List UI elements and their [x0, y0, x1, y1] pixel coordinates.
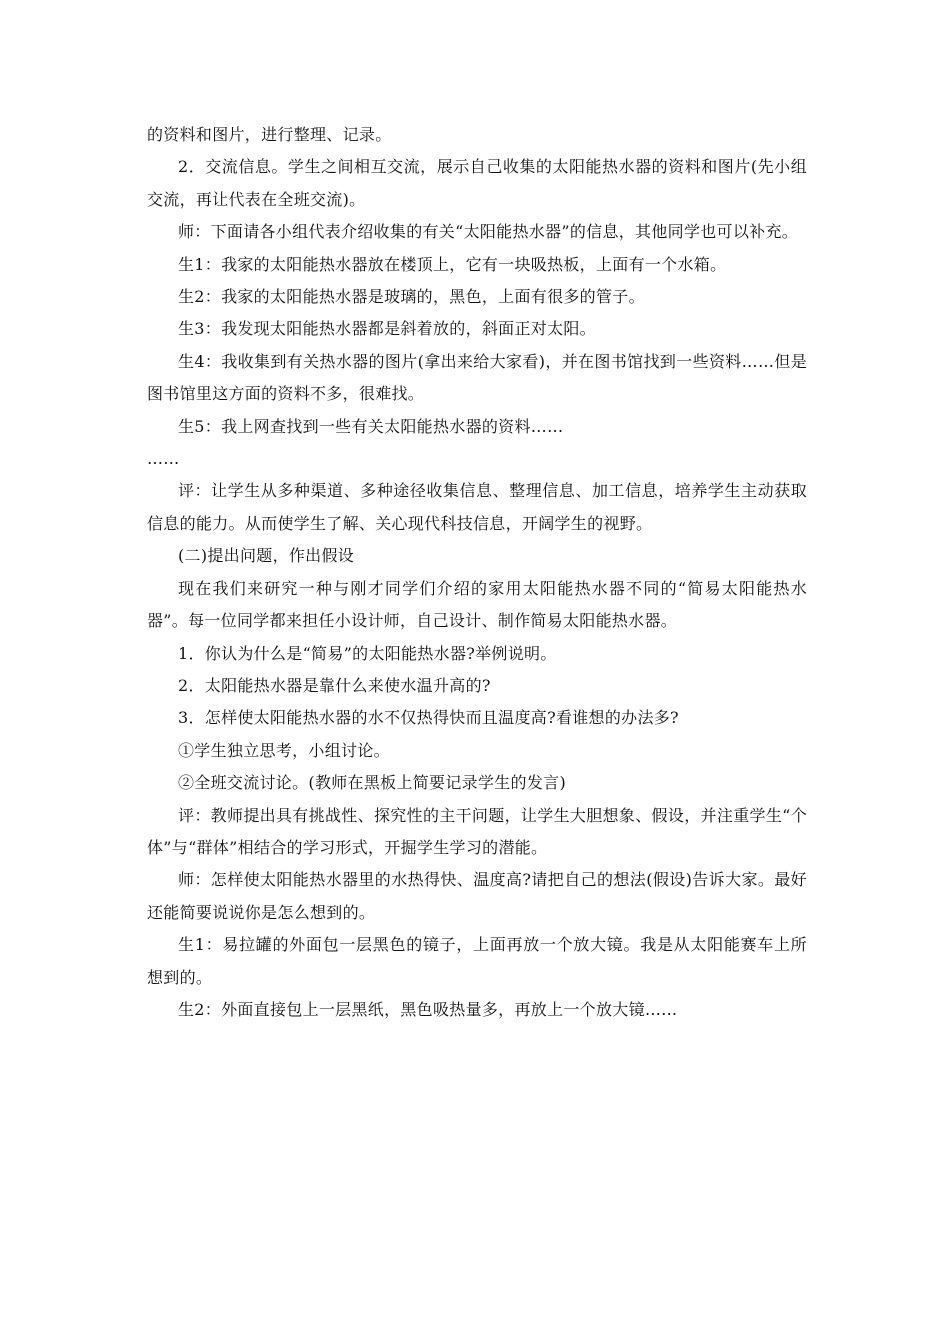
- paragraph: 的资料和图片，进行整理、记录。: [147, 125, 392, 144]
- commentary-paragraph: 评：教师提出具有挑战性、探究性的主干问题，让学生大胆想象、假设，并注重学生“个体”与“群体”相结合的学习形式，开掘学生学习的潜能。: [147, 805, 807, 857]
- document-body: [147, 119, 807, 1026]
- step-item: ①学生独立思考，小组讨论。: [178, 740, 390, 760]
- paragraph: 师：怎样使太阳能热水器里的水热得快、温度高?请把自己的想法(假设)告诉大家。最好还能简要说说你是怎么想到的。: [147, 870, 807, 922]
- paragraph: 生1：易拉罐的外面包一层黑色的镜子，上面再放一个放大镜。我是从太阳能赛车上所想到的。: [147, 935, 807, 987]
- section-heading: (二)提出问题，作出假设: [178, 546, 355, 566]
- commentary-paragraph: 评：让学生从多种渠道、多种途径收集信息、整理信息、加工信息，培养学生主动获取信息的能力。从而使学生了解、关心现代科技信息，开阔学生的视野。: [147, 481, 807, 533]
- paragraph: 2．交流信息。学生之间相互交流，展示自己收集的太阳能热水器的资料和图片(先小组交流，再让代表在全班交流)。: [147, 157, 807, 209]
- question-item: 3．怎样使太阳能热水器的水不仅热得快而且温度高?看谁想的办法多?: [178, 708, 679, 728]
- paragraph: 生2：我家的太阳能热水器是玻璃的，黑色，上面有很多的管子。: [178, 287, 645, 307]
- question-item: 1．你认为什么是“简易”的太阳能热水器?举例说明。: [178, 643, 557, 663]
- question-item: 2．太阳能热水器是靠什么来使水温升高的?: [178, 675, 491, 695]
- paragraph: 生4：我收集到有关热水器的图片(拿出来给大家看)，并在图书馆找到一些资料……但是图书馆里这方面的资料不多，很难找。: [147, 351, 807, 404]
- paragraph: 师：下面请各小组代表介绍收集的有关“太阳能热水器”的信息，其他同学也可以补充。: [178, 222, 799, 242]
- ellipsis-line: ……: [147, 449, 180, 469]
- step-item: ②全班交流讨论。(教师在黑板上简要记录学生的发言): [178, 773, 566, 793]
- paragraph: 生2：外面直接包上一层黑纸，黑色吸热量多，再放上一个放大镜……: [178, 999, 678, 1019]
- paragraph: 生3：我发现太阳能热水器都是斜着放的，斜面正对太阳。: [178, 319, 596, 339]
- paragraph: 现在我们来研究一种与刚才同学们介绍的家用太阳能热水器不同的“简易太阳能热水器”。每一位同学都来担任小设计师，自己设计、制作简易太阳能热水器。: [147, 578, 807, 631]
- paragraph: 生1：我家的太阳能热水器放在楼顶上，它有一块吸热板，上面有一个水箱。: [178, 254, 727, 274]
- paragraph: 生5：我上网查找到一些有关太阳能热水器的资料……: [178, 416, 564, 436]
